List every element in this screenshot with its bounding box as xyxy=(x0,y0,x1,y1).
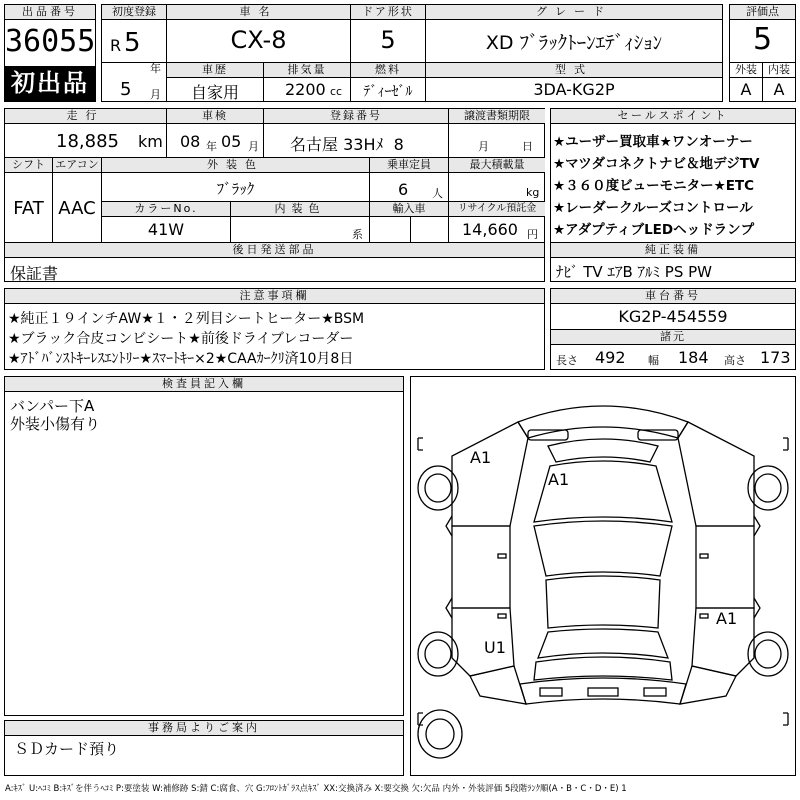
interior-score-label: 内装 xyxy=(768,63,790,76)
office-value: ＳＤカード預り xyxy=(14,740,120,758)
genuine-equipment-value: ﾅﾋﾞ TV ｴｱB ｱﾙﾐ PS PW xyxy=(556,263,712,281)
displacement-label: 排気量 xyxy=(264,63,350,77)
max-load-label: 最大積載量 xyxy=(449,158,545,172)
width-value: 184 xyxy=(678,348,709,367)
chassis-label: 車台番号 xyxy=(551,289,795,304)
interior-score: A xyxy=(773,80,785,99)
displacement-value: 2200 xyxy=(285,80,326,99)
inspection-year: 08 xyxy=(180,132,201,151)
interior-color-unit: 系 xyxy=(352,228,363,241)
recycle-value: 14,660 xyxy=(462,220,518,239)
lot-number: 36055 xyxy=(5,24,96,59)
first-reg-month-unit: 月 xyxy=(150,88,161,101)
height-label: 高さ xyxy=(724,354,746,367)
registration-value: 名古屋 33Hﾒ 8 xyxy=(290,135,404,154)
later-parts-value: 保証書 xyxy=(10,264,59,283)
transfer-month-unit: 月 xyxy=(478,140,489,153)
aircon-value: AAC xyxy=(58,198,96,219)
history-label: 車歴 xyxy=(167,63,263,77)
car-name-label: 車名 xyxy=(167,5,350,19)
sales-point-item: ★レーダークルーズコントロール xyxy=(553,200,753,216)
recycle-label: リサイクル預託金 xyxy=(449,202,545,216)
color-no-value: 41W xyxy=(147,220,185,239)
inspection-label: 車検 xyxy=(167,109,263,123)
notes-label: 注意事項欄 xyxy=(5,289,544,304)
door-value: 5 xyxy=(380,26,396,54)
transfer-label: 譲渡書類期限 xyxy=(449,109,545,123)
sales-point-item: ★ユーザー買取車★ワンオーナー xyxy=(553,134,753,150)
capacity-unit: 人 xyxy=(432,187,443,200)
car-name: CX-8 xyxy=(230,26,287,54)
interior-color-label: 内装色 xyxy=(231,202,369,216)
exterior-score: A xyxy=(740,80,752,99)
first-reg-year: 5 xyxy=(124,28,141,58)
model-type-label: 型式 xyxy=(426,63,722,77)
max-load-unit: kg xyxy=(526,186,540,199)
first-listing-badge: 初出品 xyxy=(5,66,95,101)
door-label: ドア形状 xyxy=(351,5,425,19)
vehicle-diagram xyxy=(410,376,796,776)
notes-line: ★ｱﾄﾞﾊﾞﾝｽﾄｷｰﾚｽｴﾝﾄﾘｰ★ｽﾏｰﾄｷｰ×2★CAAｶｰｸﾘ済10月8日 xyxy=(8,351,354,367)
height-value: 173 xyxy=(760,348,791,367)
aircon-label: エアコン xyxy=(53,158,101,172)
sales-point-item: ★アダプティブLEDヘッドランプ xyxy=(553,222,755,238)
score-value: 5 xyxy=(752,22,773,57)
inspection-month: 05 xyxy=(221,132,242,151)
notes-line: ★ブラック合皮コンビシート★前後ドライブレコーダー xyxy=(8,331,354,347)
damage-mark-front-left: A1 xyxy=(470,448,492,467)
sales-point-item: ★マツダコネクトナビ＆地デジTV xyxy=(553,156,760,172)
grade-label: グレード xyxy=(426,5,722,19)
later-parts-label: 後日発送部品 xyxy=(5,243,544,258)
sales-point-item: ★３６０度ビューモニター★ETC xyxy=(553,178,755,194)
width-label: 幅 xyxy=(648,354,659,367)
model-type-value: 3DA-KG2P xyxy=(533,80,615,99)
fuel-value: ﾃﾞｨｰｾﾞﾙ xyxy=(363,84,413,100)
lot-label: 出品番号 xyxy=(5,5,95,20)
score-label: 評価点 xyxy=(730,5,795,20)
genuine-equipment-label: 純正装備 xyxy=(551,243,795,258)
inspector-line: 外装小傷有り xyxy=(10,415,101,433)
shift-label: シフト xyxy=(5,158,52,172)
first-reg-label: 初度登録 xyxy=(102,5,166,19)
first-reg-month: 5 xyxy=(120,79,132,100)
damage-mark-rear-right: A1 xyxy=(716,609,738,628)
recycle-unit: 円 xyxy=(527,228,538,241)
shift-value: FAT xyxy=(13,198,44,219)
length-value: 492 xyxy=(595,348,626,367)
notes-line: ★純正１９インチAW★１・２列目シートヒーター★BSM xyxy=(8,311,365,327)
inspector-line: バンパー下A xyxy=(10,397,95,415)
first-reg-year-unit: 年 xyxy=(150,62,161,75)
chassis-value: KG2P-454559 xyxy=(618,307,728,326)
damage-mark-hood: A1 xyxy=(548,470,570,489)
displacement-unit: cc xyxy=(330,85,343,98)
registration-label: 登録番号 xyxy=(264,109,448,123)
color-no-label: カラーNo. xyxy=(102,202,230,216)
exterior-score-label: 外装 xyxy=(735,63,757,76)
import-label: 輸入車 xyxy=(370,202,448,216)
inspection-year-unit: 年 xyxy=(206,140,217,153)
fuel-label: 燃料 xyxy=(351,63,425,77)
length-label: 長さ xyxy=(556,354,578,367)
transfer-day-unit: 日 xyxy=(522,140,533,153)
dimensions-label: 諸元 xyxy=(551,330,795,345)
exterior-color-label: 外装色 xyxy=(102,158,369,172)
mileage-unit: km xyxy=(138,132,163,151)
first-reg-era: R xyxy=(110,36,122,55)
grade-value: XD ﾌﾞﾗｯｸﾄｰﾝｴﾃﾞｨｼｮﾝ xyxy=(485,32,663,54)
office-label: 事務局よりご案内 xyxy=(5,721,403,736)
inspector-label: 検査員記入欄 xyxy=(5,377,403,392)
damage-mark-rear-left: U1 xyxy=(484,638,506,657)
mileage-label: 走行 xyxy=(5,109,166,123)
capacity-label: 乗車定員 xyxy=(370,158,448,172)
capacity-value: 6 xyxy=(398,180,409,199)
inspection-month-unit: 月 xyxy=(248,140,259,153)
sales-points-label: セールスポイント xyxy=(551,109,795,124)
exterior-color-value: ﾌﾞﾗｯｸ xyxy=(216,180,255,198)
history-value: 自家用 xyxy=(190,83,239,102)
mileage-value: 18,885 xyxy=(56,131,119,152)
legend-text: A:ｷｽﾞ U:ﾍｺﾐ B:ｷｽﾞを伴うﾍｺﾐ P:要塗装 W:補修跡 S:錆 C:腐食、穴 G:ﾌﾛﾝﾄｶﾞﾗｽ点ｷｽﾞ XX:交換済み X:要交換 欠:欠品 内外・外装評価 5段階ﾗﾝｸ順(A・B・C・D・E) 1 xyxy=(5,784,627,794)
